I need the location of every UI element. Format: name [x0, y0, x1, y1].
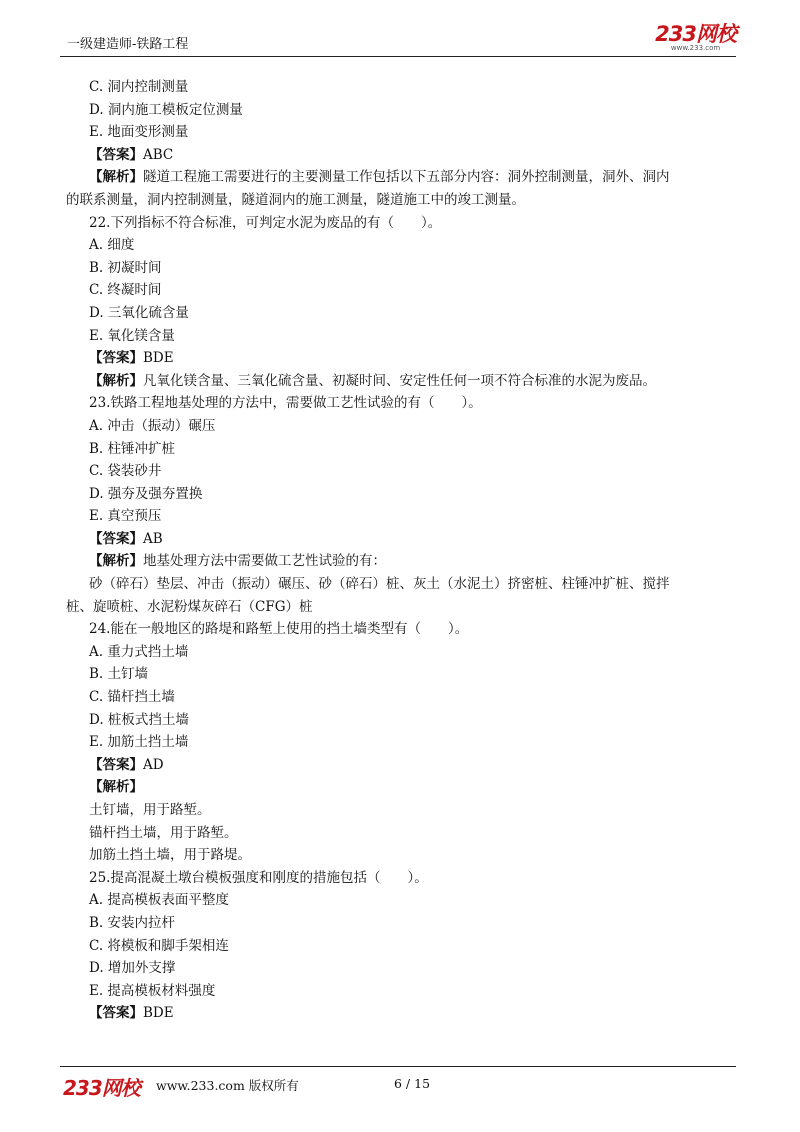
- text-line: [66, 912, 736, 935]
- text-line: [66, 460, 736, 483]
- text-line: [66, 279, 736, 302]
- text-line: [66, 641, 736, 664]
- text-line: [66, 731, 736, 754]
- text-line: [66, 302, 736, 325]
- text-line: [66, 799, 736, 822]
- line-text: 砂（碎石）垫层、冲击（振动）碾压、砂（碎石）桩、灰土（水泥土）挤密桩、柱锤冲扩桩、搅拌: [89, 576, 670, 593]
- line-text: B. 初凝时间: [89, 259, 162, 276]
- text-line: [66, 980, 736, 1003]
- line-text: D. 桩板式挡土墙: [89, 711, 189, 728]
- line-text: C. 终凝时间: [89, 282, 162, 299]
- label-tag: 【解析】: [89, 779, 143, 796]
- line-text: 的联系测量，洞内控制测量，隧道洞内的施工测量，隧道施工中的竣工测量。: [66, 191, 525, 208]
- text-line: [66, 144, 736, 167]
- text-line: [66, 1002, 736, 1025]
- header-divider: [60, 56, 736, 57]
- text-line: [66, 889, 736, 912]
- line-text: BDE: [143, 1005, 174, 1022]
- document-body: [66, 76, 736, 1025]
- label-tag: 【答案】: [89, 530, 143, 547]
- line-text: 23.铁路工程地基处理的方法中，需要做工艺性试验的有（ ）。: [89, 395, 482, 412]
- label-tag: 【解析】: [89, 553, 143, 570]
- text-line: [66, 528, 736, 551]
- text-line: [66, 776, 736, 799]
- brand-logo: [655, 24, 736, 53]
- text-line: [66, 663, 736, 686]
- text-line: [66, 483, 736, 506]
- footer-logo: 233网校: [63, 1076, 140, 1100]
- line-text: 凡氧化镁含量、三氧化硫含量、初凝时间、安定性任何一项不符合标准的水泥为废品。: [143, 372, 656, 389]
- label-tag: 【解析】: [89, 169, 143, 186]
- label-tag: 【答案】: [89, 1005, 143, 1022]
- line-text: ABC: [143, 146, 174, 163]
- footer-divider: [60, 1066, 736, 1067]
- label-tag: 【答案】: [89, 756, 143, 773]
- line-text: E. 地面变形测量: [89, 124, 189, 141]
- text-line: [66, 392, 736, 415]
- label-tag: 【答案】: [89, 146, 143, 163]
- text-line: [66, 935, 736, 958]
- page-header: [60, 0, 736, 60]
- line-text: E. 真空预压: [89, 508, 162, 525]
- line-text: D. 三氧化硫含量: [89, 304, 189, 321]
- line-text: 锚杆挡土墙，用于路堑。: [89, 824, 238, 841]
- text-line: [66, 212, 736, 235]
- line-text: 加筋土挡土墙，用于路堤。: [89, 847, 251, 864]
- line-text: 桩、旋喷桩、水泥粉煤灰碎石（CFG）桩: [66, 598, 313, 615]
- text-line: [66, 573, 736, 596]
- label-tag: 【答案】: [89, 350, 143, 367]
- header-title: 一级建造师-铁路工程: [67, 37, 189, 52]
- line-text: 25.提高混凝土墩台模板强度和刚度的措施包括（ ）。: [89, 869, 428, 886]
- label-tag: 【解析】: [89, 372, 143, 389]
- text-line: [66, 957, 736, 980]
- line-text: 隧道工程施工需要进行的主要测量工作包括以下五部分内容：洞外控制测量，洞外、洞内: [143, 169, 670, 186]
- text-line: [66, 99, 736, 122]
- text-line: [66, 754, 736, 777]
- footer-copyright: www.233.com 版权所有: [156, 1078, 299, 1093]
- line-text: 地基处理方法中需要做工艺性试验的有：: [143, 553, 386, 570]
- text-line: [66, 438, 736, 461]
- line-text: D. 增加外支撑: [89, 960, 176, 977]
- logo-url: www.233.com: [670, 44, 721, 52]
- text-line: [66, 76, 736, 99]
- line-text: AB: [143, 530, 163, 547]
- text-line: [66, 596, 736, 619]
- line-text: 22.下列指标不符合标准，可判定水泥为废品的有（ ）。: [89, 214, 442, 231]
- line-text: C. 洞内控制测量: [89, 79, 189, 95]
- line-text: A. 重力式挡土墙: [89, 643, 189, 660]
- line-text: 24.能在一般地区的路堤和路堑上使用的挡土墙类型有（ ）。: [89, 621, 469, 638]
- line-text: AD: [143, 756, 164, 773]
- line-text: 土钉墙，用于路堑。: [89, 802, 211, 818]
- text-line: [66, 234, 736, 257]
- line-text: B. 安装内拉杆: [89, 914, 176, 931]
- line-text: C. 将模板和脚手架相连: [89, 937, 229, 954]
- text-line: [66, 550, 736, 573]
- text-line: [66, 257, 736, 280]
- line-text: E. 提高模板材料强度: [89, 982, 216, 999]
- text-line: [66, 166, 736, 189]
- page-footer: [60, 1063, 736, 1123]
- text-line: [66, 686, 736, 709]
- line-text: E. 加筋土挡土墙: [89, 734, 189, 751]
- line-text: C. 袋装砂井: [89, 463, 162, 480]
- text-line: [66, 709, 736, 732]
- line-text: A. 提高模板表面平整度: [89, 892, 229, 909]
- line-text: B. 柱锤冲扩桩: [89, 440, 176, 457]
- line-text: A. 细度: [89, 237, 135, 254]
- text-line: [66, 822, 736, 845]
- logo-text: 233网校: [655, 22, 736, 46]
- line-text: B. 土钉墙: [89, 666, 149, 683]
- text-line: [66, 189, 736, 212]
- text-line: [66, 844, 736, 867]
- line-text: E. 氧化镁含量: [89, 327, 175, 344]
- text-line: [66, 325, 736, 348]
- line-text: D. 强夯及强夯置换: [89, 485, 203, 502]
- line-text: D. 洞内施工模板定位测量: [89, 101, 243, 118]
- text-line: [66, 347, 736, 370]
- text-line: [66, 505, 736, 528]
- line-text: A. 冲击（振动）碾压: [89, 417, 216, 434]
- line-text: BDE: [143, 350, 174, 367]
- text-line: [66, 370, 736, 393]
- line-text: C. 锚杆挡土墙: [89, 689, 175, 706]
- page-number: 6 / 15: [394, 1076, 431, 1091]
- text-line: [66, 415, 736, 438]
- text-line: [66, 121, 736, 144]
- text-line: [66, 618, 736, 641]
- text-line: [66, 867, 736, 890]
